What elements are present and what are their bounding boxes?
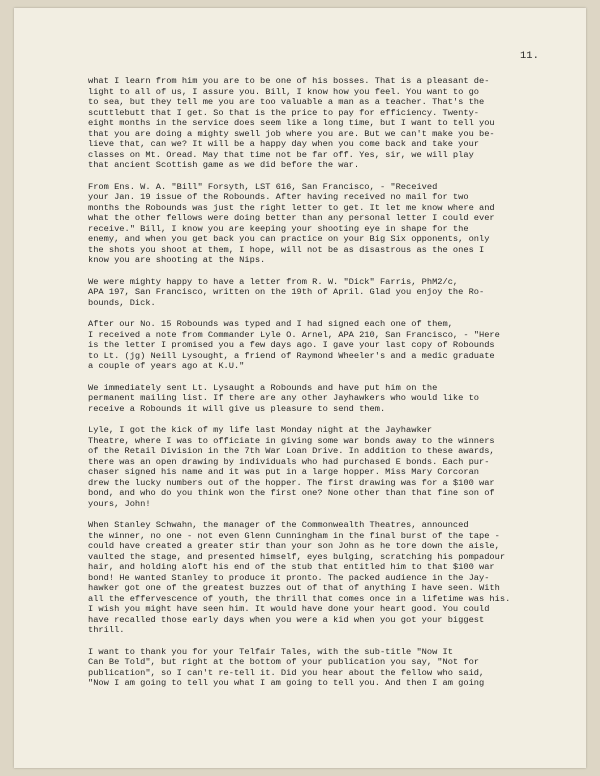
paragraph-forsyth-letter: From Ens. W. A. "Bill" Forsyth, LST 616, San Francisco, - "Received your Jan. 19 issue of the Robounds. After having received no mail for two months the Robounds was just the right letter to get. It let me know where and what the other fellows were doing better than any personal letter I could ever receive." Bill, I know you are keeping your shooting eye in shape for the enemy, and when you get back you can practice on your Big Six opponents, only the shots you shoot at them, I hope, will not be as disastrous as the ones I know you are shooting at the Nips. <box>88 181 495 265</box>
paragraph-arnel-note: After our No. 15 Robounds was typed and I had signed each one of them, I received a note from Commander Lyle O. Arnel, APA 210, San Francisco, - "Here is the letter I promised you a few days ago. I gave your last copy of Robounds to Lt. (jg) Neill Lysought, a friend of Raymond Wheeler's and a medic graduate a couple of years ago at K.U." <box>88 319 500 371</box>
paragraph-john-wins: When Stanley Schwahn, the manager of the Commonwealth Theatres, announced the winner, no one - not even Glenn Cunningham in the final burst of the tape - could have created a greater stir than your son John as he tore down the aisle, vaulted the stage, and presented himself, eyes bulging, scratching his pompadour hair, and holding aloft his end of the stub that entitled him to that $100 war bond! He wanted Stanley to produce it pronto. The packed audience in the Jay- hawker got one of the greatest buzzes out of that of anything I have seen. With all the effervescence of youth, the thrill that comes once in a lifetime was his. I wish you might have seen him. It would have done your heart good. You could have recalled those early days when you were a kid when you got your biggest thrill. <box>88 520 511 635</box>
page-number: 11. <box>520 50 539 62</box>
paragraph-lysaught-mailing: We immediately sent Lt. Lysaught a Robounds and have put him on the permanent mailing list. If there are any other Jayhawkers who would like to receive a Robounds it will give us pleasure to send them. <box>88 382 480 414</box>
paragraph-war-bond-drawing: Lyle, I got the kick of my life last Monday night at the Jayhawker Theatre, where I was to officiate in giving some war bonds away to the winners of the Retail Division in the 7th War Loan Drive. In addition to these awards, there was an open drawing by individuals who had purchased E bonds. Each pur- chaser signed his name and it was put in a large hopper. Miss Mary Corcoran drew the lucky numbers out of the hopper. The first drawing was for a $100 war bond, and who do you think won the first one? None other than that fine son of yours, John! <box>88 425 495 509</box>
paragraph-bill-teacher: what I learn from him you are to be one of his bosses. That is a pleasant de- light to all of us, I assure you. Bill, I know how you feel. You want to go to sea, but they tell me you are too valuable a man as a teacher. That's the scuttlebutt that I get. So that is the price to pay for efficiency. Twenty- eight months in the service does seem like a long time, but I want to tell you that you are doing a mighty swell job where you are. But we can't make you be- lieve that, can we? It will be a happy day when you come back and take your classes on Mt. Oread. May that time not be far off. Yes, sir, we will play that ancient Scottish game as we did before the war. <box>88 76 495 170</box>
paragraph-farris-letter: We were mighty happy to have a letter from R. W. "Dick" Farris, PhM2/c, APA 197, San Francisco, written on the 19th of April. Glad you enjoy the Ro- bounds, Dick. <box>88 276 485 308</box>
typed-letter-page <box>14 8 586 768</box>
letter-body <box>88 76 550 689</box>
paragraph-telfair-tales: I want to thank you for your Telfair Tales, with the sub-title "Now It Can Be Told", but right at the bottom of your publication you say, "Not for publication", so I can't re-tell it. Did you hear about the fellow who said, "Now I am going to tell you what I am going to tell you. And then I am going <box>88 646 485 688</box>
